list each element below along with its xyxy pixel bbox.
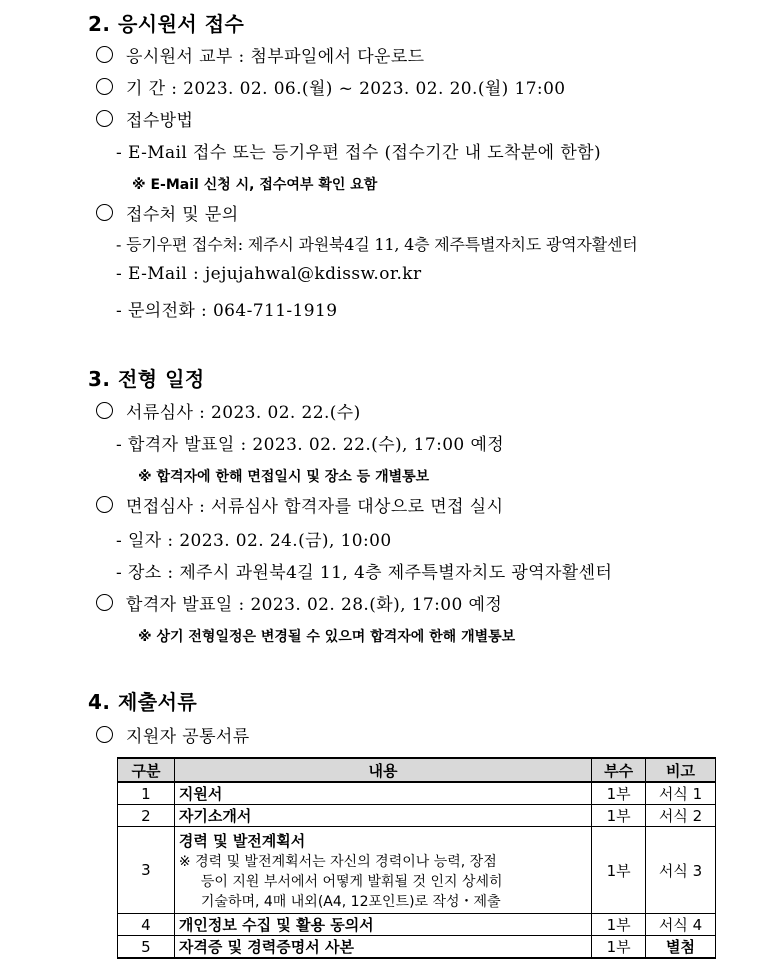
cell-no: 4 bbox=[118, 914, 175, 936]
cell-note: 서식 1 bbox=[646, 782, 716, 805]
s3-note-1: ※ 합격자에 한해 면접일시 및 장소 등 개별통보 bbox=[138, 469, 430, 485]
header-copies: 부수 bbox=[592, 758, 646, 782]
circle-bullet-icon bbox=[96, 402, 113, 419]
cell-note: 서식 3 bbox=[646, 827, 716, 914]
circle-bullet-icon bbox=[96, 726, 113, 743]
cell-content: 지원서 bbox=[174, 782, 591, 805]
s2-note-1: ※ E-Mail 신청 시, 접수여부 확인 요함 bbox=[132, 177, 378, 193]
cell-content: 개인정보 수집 및 활용 동의서 bbox=[174, 914, 591, 936]
cell-copies: 1부 bbox=[592, 782, 646, 805]
header-note: 비고 bbox=[646, 758, 716, 782]
s2-line-8: - 문의전화 : 064-711-1919 bbox=[116, 301, 338, 321]
section-3-title: 3. 전형 일정 bbox=[88, 367, 205, 391]
s2-line-2: 기 간 : 2023. 02. 06.(월) ~ 2023. 02. 20.(월) 17:00 bbox=[126, 79, 566, 99]
cell-content-title: 경력 및 발전계획서 bbox=[178, 831, 306, 850]
s2-line-6: - 등기우편 접수처: 제주시 과원북4길 11, 4층 제주특별자치도 광역자활센터 bbox=[116, 235, 638, 254]
cell-content-detail-1: ※ 경력 및 발전계획서는 자신의 경력이나 능력, 장점 bbox=[178, 853, 497, 870]
cell-no: 2 bbox=[118, 805, 175, 827]
table-header-row bbox=[118, 758, 716, 782]
cell-content bbox=[174, 827, 591, 914]
section-4-title: 4. 제출서류 bbox=[88, 690, 198, 714]
table-row bbox=[118, 782, 716, 805]
cell-no: 5 bbox=[118, 936, 175, 959]
header-no: 구분 bbox=[118, 758, 175, 782]
s2-line-7: - E-Mail : jejujahwal@kdissw.or.kr bbox=[116, 264, 422, 284]
cell-copies: 1부 bbox=[592, 805, 646, 827]
cell-no: 3 bbox=[118, 827, 175, 914]
circle-bullet-icon bbox=[96, 496, 113, 513]
cell-content-detail-3: 기술하며, 4매 내외(A4, 12포인트)로 작성・제출 bbox=[200, 893, 501, 910]
circle-bullet-icon bbox=[96, 78, 113, 95]
s3-line-5: - 장소 : 제주시 과원북4길 11, 4층 제주특별자치도 광역자활센터 bbox=[116, 563, 613, 583]
s4-line-1: 지원자 공통서류 bbox=[126, 727, 250, 747]
cell-copies: 1부 bbox=[592, 914, 646, 936]
cell-copies: 1부 bbox=[592, 827, 646, 914]
table-row bbox=[118, 936, 716, 959]
s3-line-2: - 합격자 발표일 : 2023. 02. 22.(수), 17:00 예정 bbox=[116, 435, 505, 455]
section-2-title: 2. 응시원서 접수 bbox=[88, 12, 245, 36]
s2-line-5: 접수처 및 문의 bbox=[126, 205, 239, 225]
s2-line-4: - E-Mail 접수 또는 등기우편 접수 (접수기간 내 도착분에 한함) bbox=[116, 143, 601, 163]
s3-line-6: 합격자 발표일 : 2023. 02. 28.(화), 17:00 예정 bbox=[126, 595, 503, 615]
header-content: 내용 bbox=[174, 758, 591, 782]
table-row bbox=[118, 805, 716, 827]
cell-note: 별첨 bbox=[646, 936, 716, 959]
s3-note-2: ※ 상기 전형일정은 변경될 수 있으며 합격자에 한해 개별통보 bbox=[138, 629, 516, 645]
cell-note: 서식 4 bbox=[646, 914, 716, 936]
cell-content-detail-2: 등이 지원 부서에서 어떻게 발휘될 것 인지 상세히 bbox=[200, 873, 503, 890]
cell-content: 자기소개서 bbox=[174, 805, 591, 827]
circle-bullet-icon bbox=[96, 594, 113, 611]
s2-line-3: 접수방법 bbox=[126, 111, 194, 131]
cell-copies: 1부 bbox=[592, 936, 646, 959]
circle-bullet-icon bbox=[96, 110, 113, 127]
s2-line-1: 응시원서 교부 : 첨부파일에서 다운로드 bbox=[126, 47, 425, 67]
documents-table bbox=[117, 757, 716, 959]
circle-bullet-icon bbox=[96, 204, 113, 221]
cell-no: 1 bbox=[118, 782, 175, 805]
cell-note: 서식 2 bbox=[646, 805, 716, 827]
s3-line-3: 면접심사 : 서류심사 합격자를 대상으로 면접 실시 bbox=[126, 497, 504, 517]
s3-line-4: - 일자 : 2023. 02. 24.(금), 10:00 bbox=[116, 531, 392, 551]
circle-bullet-icon bbox=[96, 46, 113, 63]
cell-content: 자격증 및 경력증명서 사본 bbox=[174, 936, 591, 959]
s3-line-1: 서류심사 : 2023. 02. 22.(수) bbox=[126, 403, 361, 423]
table-row bbox=[118, 914, 716, 936]
table-row bbox=[118, 827, 716, 914]
